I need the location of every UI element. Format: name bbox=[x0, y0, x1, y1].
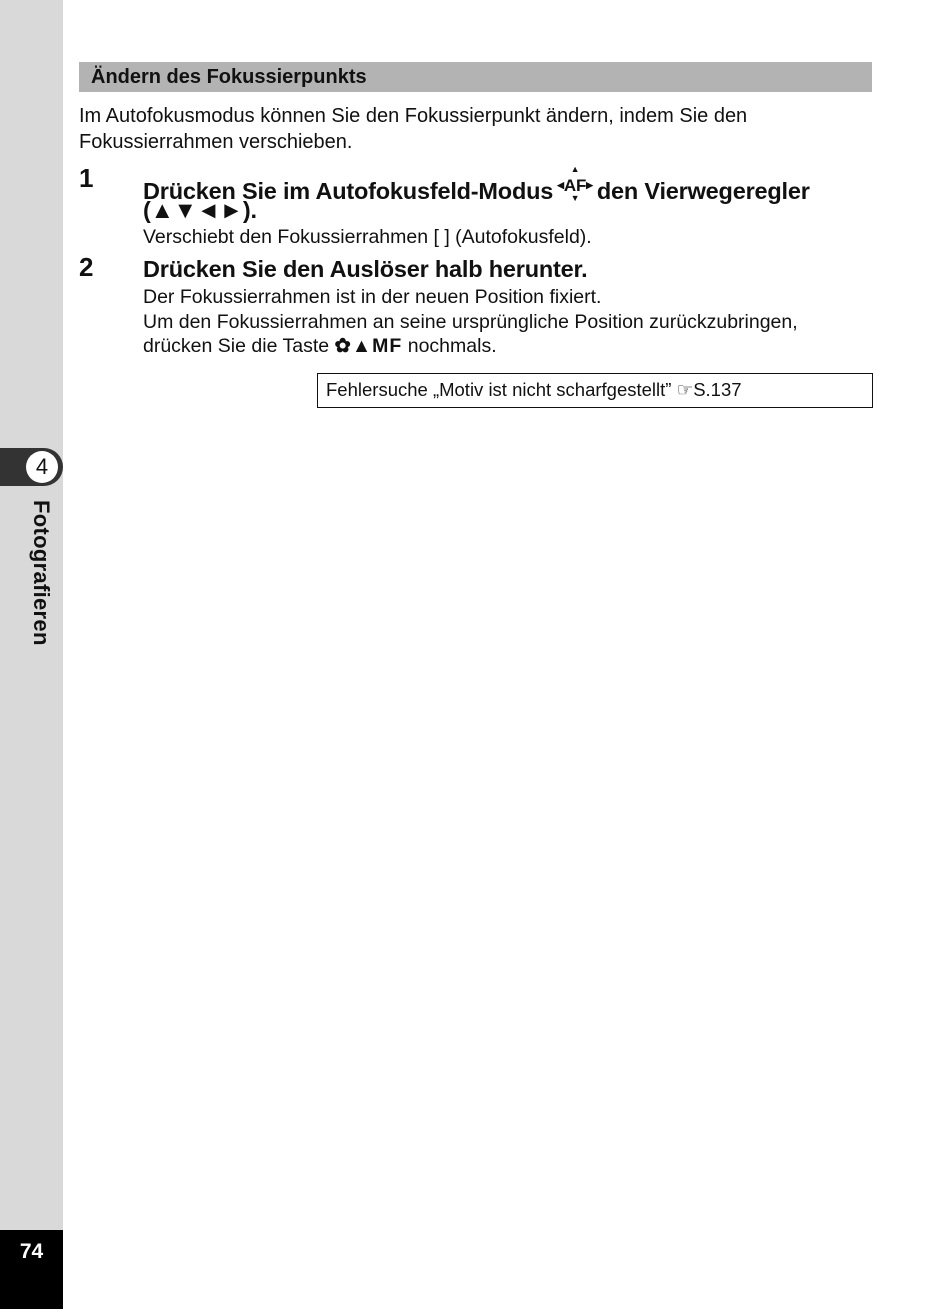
reference-text: Fehlersuche „Motiv ist nicht scharfgestellt” bbox=[326, 379, 672, 400]
step-2-description-part2: nochmals. bbox=[407, 335, 497, 357]
step-2-number: 2 bbox=[79, 252, 94, 282]
chapter-title: Fotografieren bbox=[29, 500, 54, 646]
step-1-title-part1: Drücken Sie im Autofokusfeld-Modus bbox=[143, 178, 554, 204]
section-heading: Ändern des Fokussierpunkts bbox=[79, 62, 872, 92]
step-1-number: 1 bbox=[79, 163, 94, 193]
chapter-number: 4 bbox=[26, 451, 58, 483]
af-icon-label: AF bbox=[563, 176, 587, 195]
step-2-title: Drücken Sie den Auslöser halb herunter. bbox=[143, 256, 588, 282]
step-1-title-part2: den Vierwegeregler bbox=[596, 178, 810, 204]
step-2-description-part1: drücken Sie die Taste bbox=[143, 335, 330, 357]
reference-page-link[interactable]: S.137 bbox=[693, 379, 742, 400]
step-1-title-line2: (▲▼◄►). bbox=[143, 197, 257, 223]
step-1-description: Verschiebt den Fokussierrahmen [ ] (Autofokusfeld). bbox=[143, 226, 592, 248]
step-2-description-line3 bbox=[143, 334, 873, 359]
focus-mode-key-icon: ✿▲MF bbox=[334, 335, 403, 357]
page-number: 74 bbox=[19, 1240, 44, 1263]
intro-text: Im Autofokusmodus können Sie den Fokussierpunkt ändern, indem Sie den Fokussierrahmen verschieben. bbox=[79, 105, 748, 153]
chapter-sidebar bbox=[0, 0, 63, 1309]
reference-box bbox=[317, 373, 873, 408]
reference-pointer-icon: ☞ bbox=[676, 379, 694, 400]
af-point-select-icon: ▲ ◀ AF ▶ ▼ bbox=[557, 164, 593, 203]
step-2-description-line2: Um den Fokussierrahmen an seine ursprüngliche Position zurückzubringen, bbox=[143, 311, 798, 333]
step-2-description-line1: Der Fokussierrahmen ist in der neuen Position fixiert. bbox=[143, 286, 602, 308]
